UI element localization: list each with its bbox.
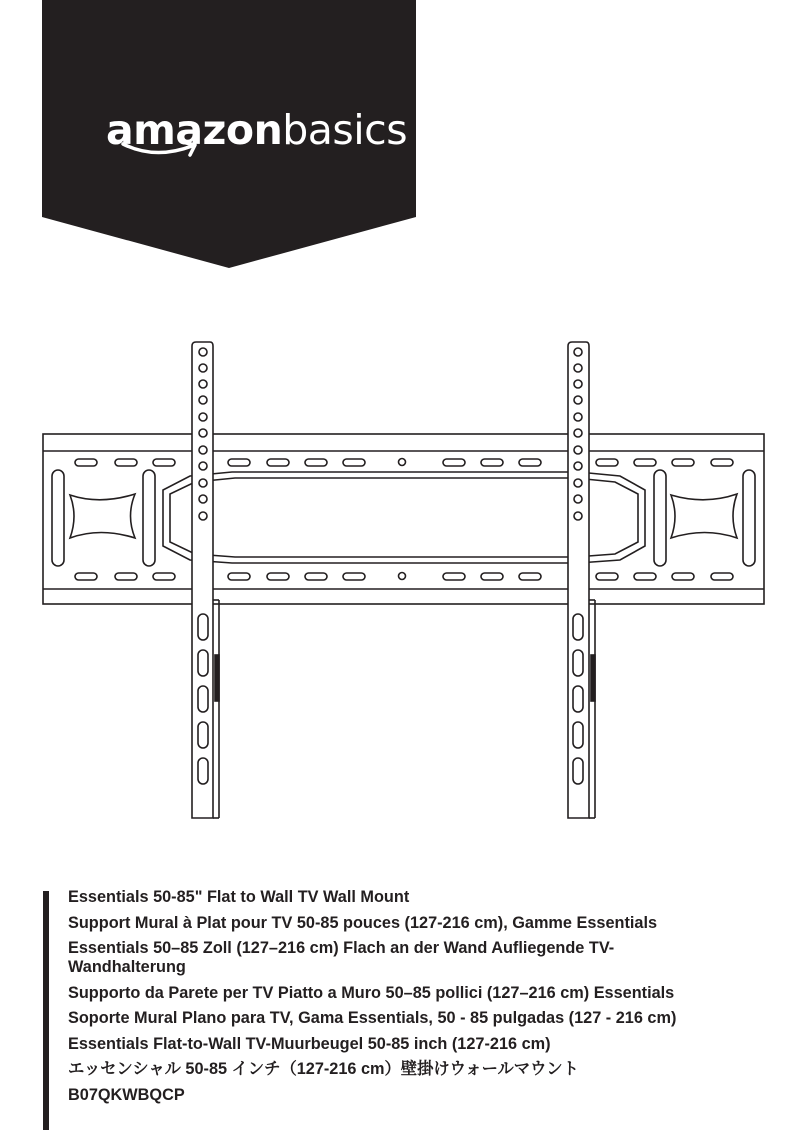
title-japanese: エッセンシャル 50-85 インチ（127-216 cm）壁掛けウォールマウント bbox=[68, 1060, 579, 1078]
logo-text-basics: basics bbox=[282, 106, 408, 154]
title-german: Essentials 50–85 Zoll (127–216 cm) Flach an der Wand Aufliegende TV-Wandhalterung bbox=[68, 939, 615, 976]
title-accent-bar bbox=[43, 891, 49, 1130]
model-number: B07QKWBQCP bbox=[68, 1085, 185, 1104]
product-titles bbox=[68, 888, 798, 1111]
title-dutch: Essentials Flat-to-Wall TV-Muurbeugel 50-85 inch (127-216 cm) bbox=[68, 1034, 551, 1053]
tv-wall-mount-icon bbox=[0, 330, 808, 830]
title-italian: Supporto da Parete per TV Piatto a Muro 50–85 pollici (127–216 cm) Essentials bbox=[68, 983, 675, 1002]
title-spanish: Soporte Mural Plano para TV, Gama Essentials, 50 - 85 pulgadas (127 - 216 cm) bbox=[68, 1009, 677, 1027]
title-french: Support Mural à Plat pour TV 50-85 pouces (127-216 cm), Gamme Essentials bbox=[68, 913, 658, 932]
amazon-smile-icon bbox=[120, 138, 210, 164]
logo-text-amazon: amazon bbox=[106, 106, 283, 154]
title-english: Essentials 50-85" Flat to Wall TV Wall Mount bbox=[68, 888, 410, 906]
